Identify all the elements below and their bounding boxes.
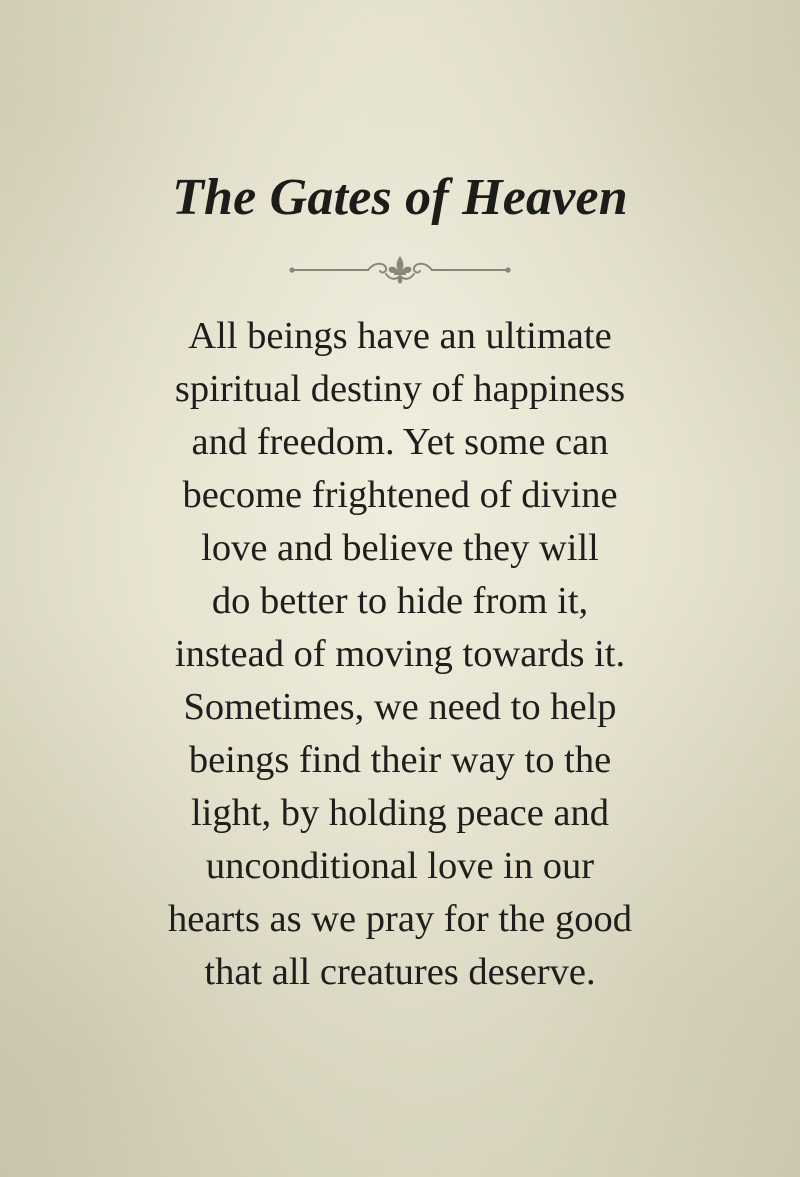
quote-text [100, 310, 700, 999]
ornament-divider-icon [286, 252, 514, 288]
quote-line: All beings have an ultimate [188, 315, 612, 357]
quote-line: that all creatures deserve. [204, 951, 596, 993]
quote-line: instead of moving towards it. [174, 633, 626, 675]
quote-line: become frightened of divine [182, 474, 618, 516]
quote-line: love and believe they will [201, 527, 599, 569]
quote-line: and freedom. Yet some can [191, 421, 609, 463]
card-title: The Gates of Heaven [172, 169, 628, 226]
quote-line: spiritual destiny of happiness [174, 368, 626, 410]
quote-line: beings find their way to the [188, 739, 612, 781]
quote-line: hearts as we pray for the good [168, 898, 632, 940]
quote-line: Sometimes, we need to help [183, 686, 617, 728]
quote-line: unconditional love in our [205, 845, 595, 887]
quote-line: do better to hide from it, [211, 580, 589, 622]
quote-line: light, by holding peace and [190, 792, 610, 834]
